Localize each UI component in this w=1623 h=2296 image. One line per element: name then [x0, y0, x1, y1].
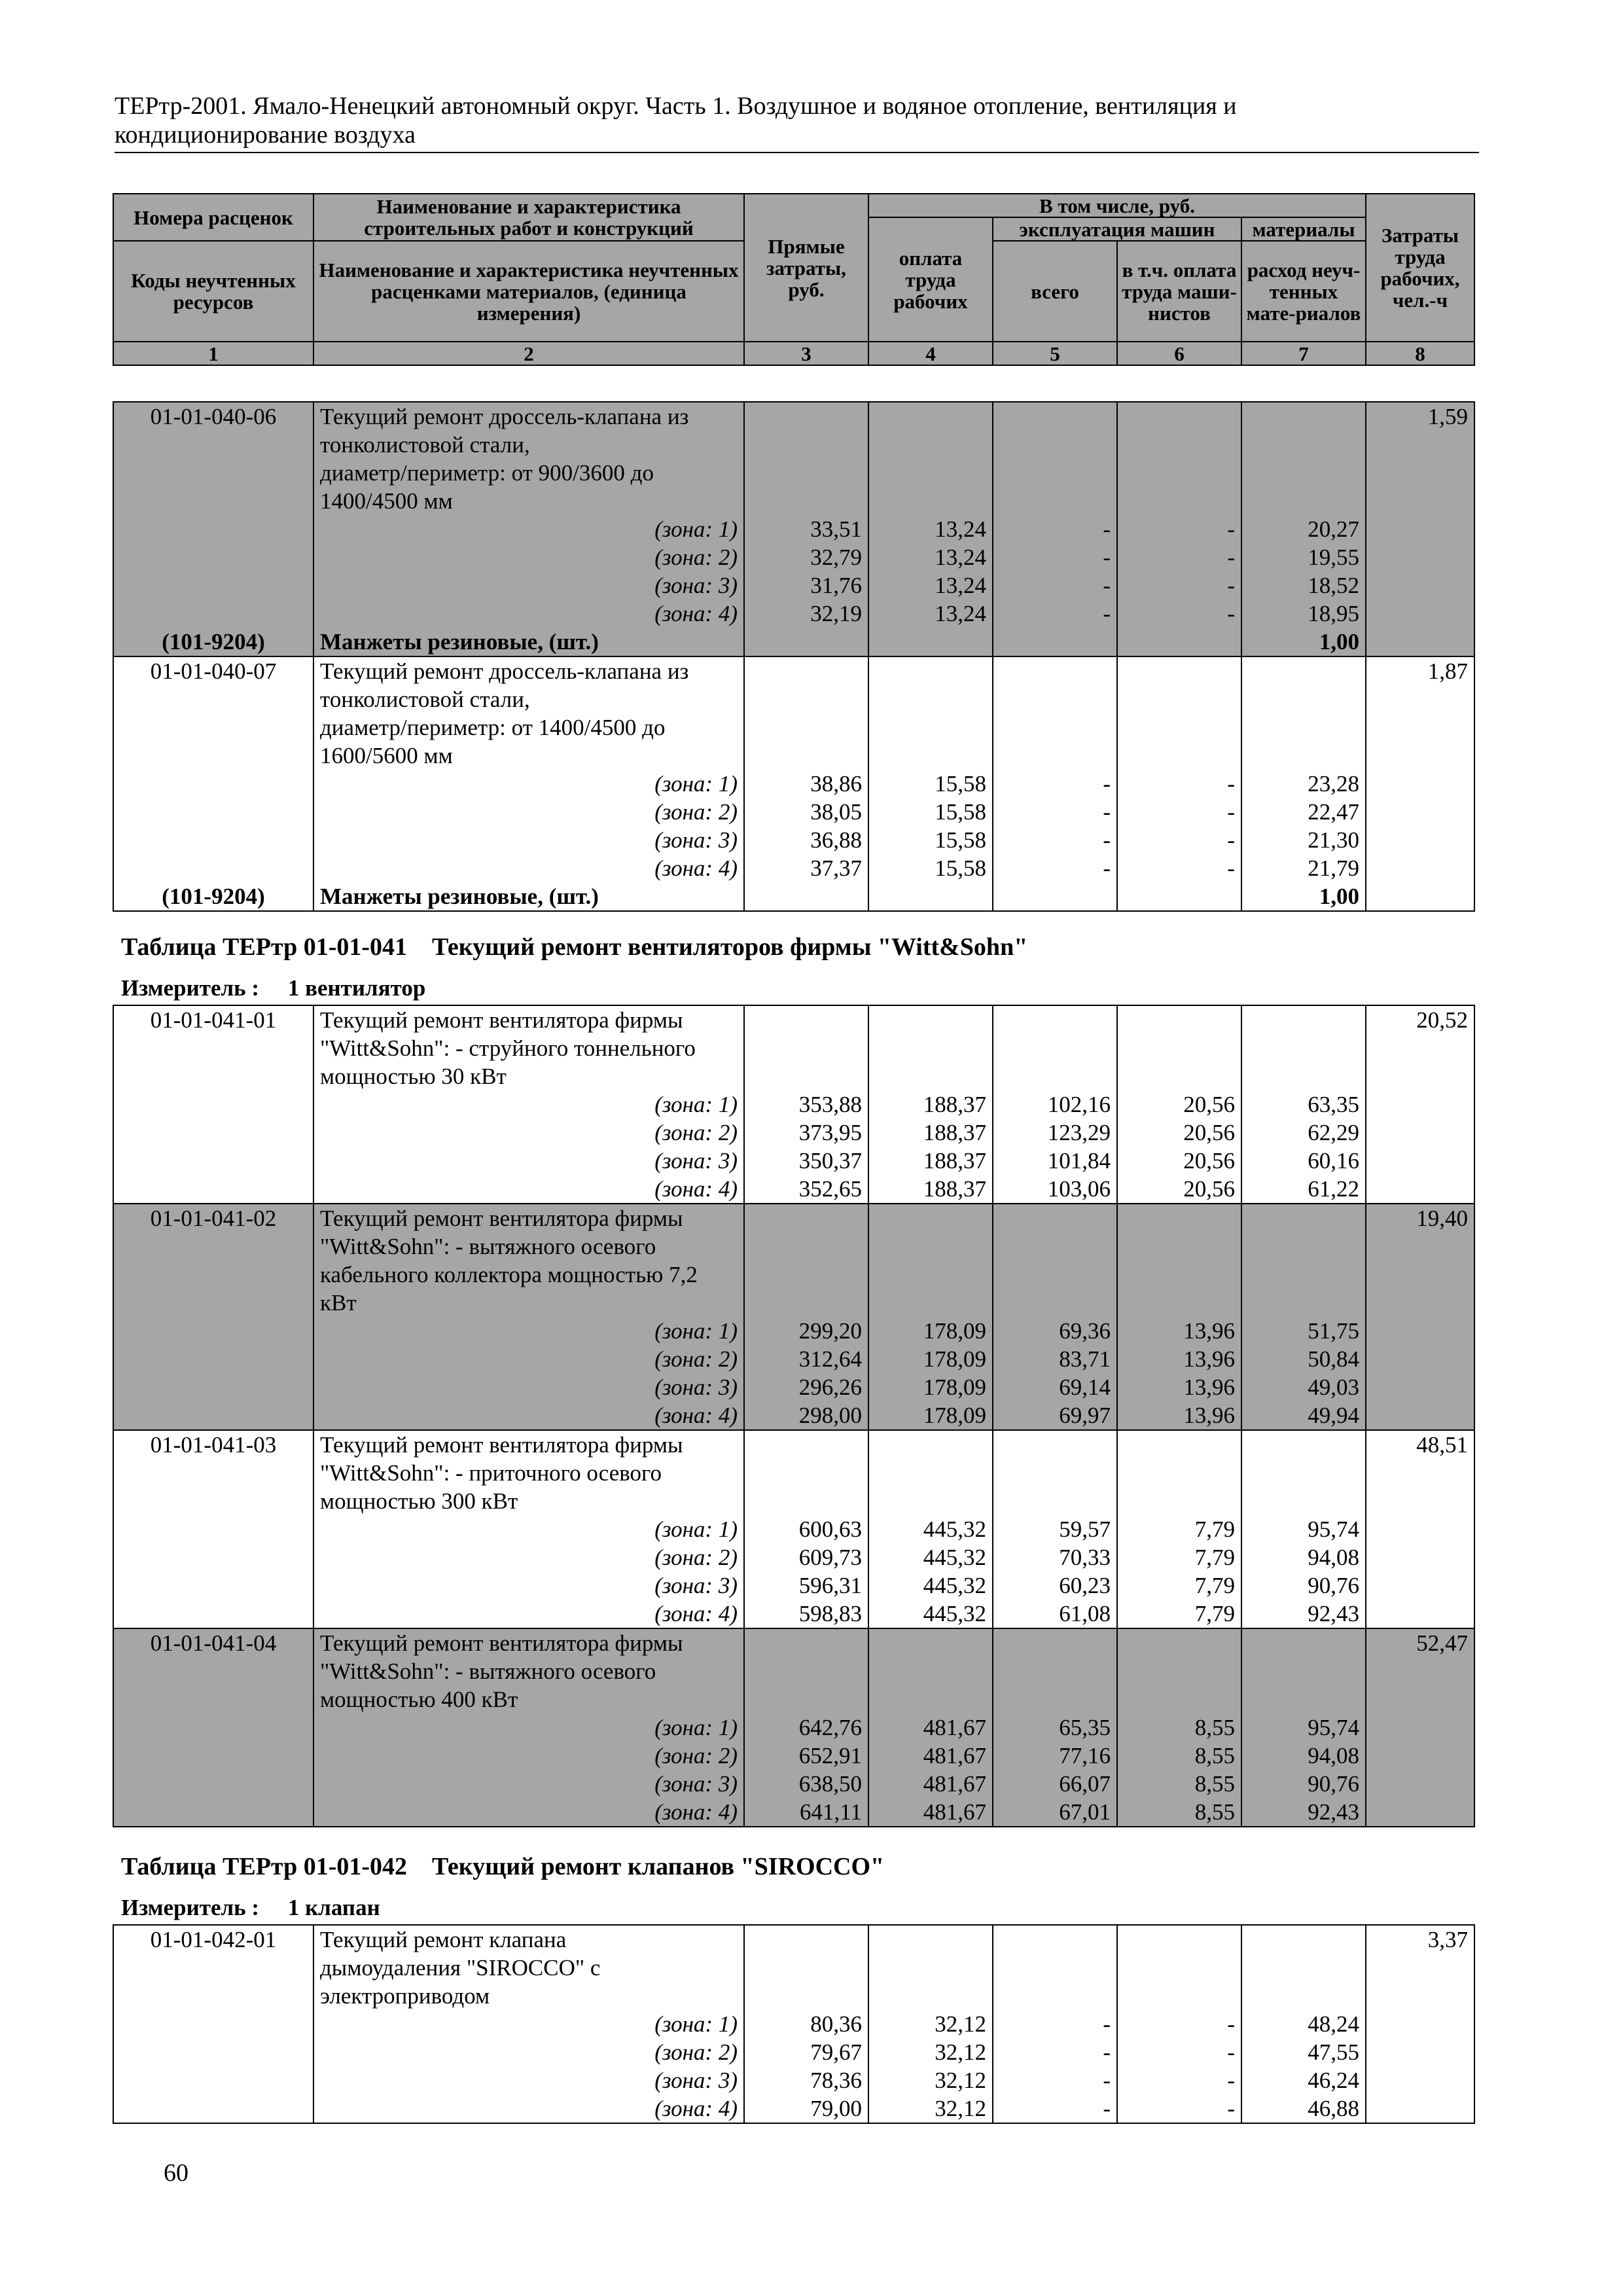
zone-row: (зона: 4) 598,83 445,32 61,08 7,79 92,43 — [113, 1600, 1474, 1628]
zone-row: (зона: 2) 312,64 178,09 83,71 13,96 50,84 — [113, 1345, 1474, 1373]
labor-cost: 52,47 — [1366, 1628, 1474, 1657]
zone-row: (зона: 1) 353,88 188,37 102,16 20,56 63,35 — [113, 1090, 1474, 1119]
resource-qty: 1,00 — [1241, 628, 1366, 656]
rates-table-040 — [113, 401, 1475, 912]
table-042-meter: Измеритель : 1 клапан — [121, 1895, 380, 1920]
column-number: 1 — [113, 342, 313, 365]
labor-cost: 19,40 — [1366, 1204, 1474, 1232]
column-number: 4 — [868, 342, 993, 365]
zone-row: (зона: 1) 600,63 445,32 59,57 7,79 95,74 — [113, 1515, 1474, 1543]
rate-code: 01-01-042-01 — [113, 1925, 313, 1954]
zone-row: (зона: 4) 32,19 13,24 - - 18,95 — [113, 600, 1474, 628]
zone-row: (зона: 2) 652,91 481,67 77,16 8,55 94,08 — [113, 1742, 1474, 1770]
zone-row: (зона: 1) 38,86 15,58 - - 23,28 — [113, 770, 1474, 798]
header-machines-total: всего — [993, 241, 1117, 342]
rate-description: тонколистовой стали, — [313, 685, 744, 713]
rate-description: тонколистовой стали, — [313, 431, 744, 459]
header-rates: Номера расценок — [113, 194, 313, 241]
resource-code: (101-9204) — [113, 628, 313, 656]
rate-description: Текущий ремонт вентилятора фирмы — [313, 1628, 744, 1657]
rate-description: Текущий ремонт дроссель-клапана из — [313, 402, 744, 431]
rate-description: 1400/4500 мм — [313, 487, 744, 515]
rate-description: электроприводом — [313, 1982, 744, 2010]
rate-code: 01-01-040-06 — [113, 402, 313, 431]
header-machines: эксплуатация машин — [993, 217, 1241, 241]
resource-row — [113, 628, 1474, 656]
resource-row — [113, 882, 1474, 911]
rate-description: кВт — [313, 1289, 744, 1317]
zone-row: (зона: 1) 80,36 32,12 - - 48,24 — [113, 2010, 1474, 2038]
resource-code: (101-9204) — [113, 882, 313, 911]
zone-row: (зона: 1) 642,76 481,67 65,35 8,55 95,74 — [113, 1713, 1474, 1742]
rate-description: мощностью 400 кВт — [313, 1685, 744, 1713]
column-number: 7 — [1241, 342, 1366, 365]
rates-table-041 — [113, 1005, 1475, 1827]
column-number: 8 — [1366, 342, 1474, 365]
zone-row: (зона: 2) 32,79 13,24 - - 19,55 — [113, 543, 1474, 571]
header-work-name: Наименование и характеристика строительных работ и конструкций — [313, 194, 744, 241]
rate-description: Текущий ремонт вентилятора фирмы — [313, 1430, 744, 1459]
table-041-title: Таблица ТЕРтр 01-01-041 Текущий ремонт вентиляторов фирмы "Witt&Sohn" — [121, 933, 1028, 961]
rate-description: кабельного коллектора мощностью 7,2 — [313, 1261, 744, 1289]
rate-code: 01-01-041-04 — [113, 1628, 313, 1657]
rate-block — [113, 1204, 1474, 1430]
zone-row: (зона: 4) 641,11 481,67 67,01 8,55 92,43 — [113, 1798, 1474, 1827]
document-title-line2: кондиционирование воздуха — [115, 121, 416, 149]
rate-block — [113, 1925, 1474, 2123]
zone-row: (зона: 4) 37,37 15,58 - - 21,79 — [113, 854, 1474, 882]
table-041-meter: Измеритель : 1 вентилятор — [121, 975, 426, 1001]
rate-description: Текущий ремонт вентилятора фирмы — [313, 1005, 744, 1034]
zone-row: (зона: 2) 373,95 188,37 123,29 20,56 62,29 — [113, 1119, 1474, 1147]
zone-row: (зона: 1) 299,20 178,09 69,36 13,96 51,75 — [113, 1317, 1474, 1345]
rate-block — [113, 1430, 1474, 1628]
rate-code: 01-01-041-03 — [113, 1430, 313, 1459]
labor-cost: 48,51 — [1366, 1430, 1474, 1459]
rate-description: диаметр/периметр: от 900/3600 до — [313, 459, 744, 487]
rate-description: "Witt&Sohn": - вытяжного осевого — [313, 1657, 744, 1685]
labor-cost: 3,37 — [1366, 1925, 1474, 1954]
header-machinist-wages: в т.ч. оплата труда маши-нистов — [1117, 241, 1241, 342]
rate-description: диаметр/периметр: от 1400/4500 до — [313, 713, 744, 742]
column-number: 2 — [313, 342, 744, 365]
column-number: 3 — [744, 342, 868, 365]
rate-block — [113, 1005, 1474, 1204]
column-number: 6 — [1117, 342, 1241, 365]
rate-description: Текущий ремонт вентилятора фирмы — [313, 1204, 744, 1232]
zone-row: (зона: 4) 79,00 32,12 - - 46,88 — [113, 2094, 1474, 2123]
rate-code: 01-01-041-02 — [113, 1204, 313, 1232]
zone-row: (зона: 3) 596,31 445,32 60,23 7,79 90,76 — [113, 1571, 1474, 1600]
zone-row: (зона: 2) 609,73 445,32 70,33 7,79 94,08 — [113, 1543, 1474, 1571]
rate-description: 1600/5600 мм — [313, 742, 744, 770]
column-header-table — [113, 193, 1475, 366]
header-rule — [115, 152, 1479, 153]
table-042-title: Таблица ТЕРтр 01-01-042 Текущий ремонт клапанов "SIROCCO" — [121, 1853, 885, 1880]
column-number: 5 — [993, 342, 1117, 365]
header-resource-codes: Коды неучтенных ресурсов — [113, 241, 313, 342]
header-wages: оплата труда рабочих — [868, 217, 993, 342]
rate-code: 01-01-041-01 — [113, 1005, 313, 1034]
labor-cost: 1,59 — [1366, 402, 1474, 431]
zone-row: (зона: 2) 38,05 15,58 - - 22,47 — [113, 798, 1474, 826]
rate-description: мощностью 300 кВт — [313, 1487, 744, 1515]
zone-row: (зона: 3) 638,50 481,67 66,07 8,55 90,76 — [113, 1770, 1474, 1798]
rate-code: 01-01-040-07 — [113, 656, 313, 685]
resource-name: Манжеты резиновые, (шт.) — [313, 628, 744, 656]
rate-description: мощностью 30 кВт — [313, 1062, 744, 1090]
header-materials: материалы — [1241, 217, 1366, 241]
zone-row: (зона: 2) 79,67 32,12 - - 47,55 — [113, 2038, 1474, 2066]
zone-row: (зона: 3) 350,37 188,37 101,84 20,56 60,16 — [113, 1147, 1474, 1175]
resource-qty: 1,00 — [1241, 882, 1366, 911]
rate-block — [113, 656, 1474, 911]
labor-cost: 1,87 — [1366, 656, 1474, 685]
rate-description: "Witt&Sohn": - приточного осевого — [313, 1459, 744, 1487]
resource-name: Манжеты резиновые, (шт.) — [313, 882, 744, 911]
header-including: В том числе, руб. — [868, 194, 1366, 217]
header-labor: Затраты труда рабочих, чел.-ч — [1366, 194, 1474, 342]
zone-row: (зона: 3) 296,26 178,09 69,14 13,96 49,03 — [113, 1373, 1474, 1401]
rate-description: "Witt&Sohn": - вытяжного осевого — [313, 1232, 744, 1261]
zone-row: (зона: 3) 31,76 13,24 - - 18,52 — [113, 571, 1474, 600]
document-title-line1: ТЕРтр-2001. Ямало-Ненецкий автономный округ. Часть 1. Воздушное и водяное отопление, вентиляция и — [115, 92, 1237, 120]
header-unaccounted-materials: расход неуч-тенных мате-риалов — [1241, 241, 1366, 342]
rate-block — [113, 402, 1474, 656]
page-header — [115, 92, 1479, 153]
zone-row: (зона: 4) 298,00 178,09 69,97 13,96 49,94 — [113, 1401, 1474, 1430]
rate-description: дымоудаления "SIROCCO" с — [313, 1954, 744, 1982]
rate-description: "Witt&Sohn": - струйного тоннельного — [313, 1034, 744, 1062]
labor-cost: 20,52 — [1366, 1005, 1474, 1034]
rate-block — [113, 1628, 1474, 1827]
page-number: 60 — [164, 2159, 188, 2187]
zone-row: (зона: 3) 78,36 32,12 - - 46,24 — [113, 2066, 1474, 2094]
header-resource-names: Наименование и характеристика неучтенных расценками материалов, (единица измерения) — [313, 241, 744, 342]
rate-description: Текущий ремонт клапана — [313, 1925, 744, 1954]
rates-table-042 — [113, 1924, 1475, 2124]
zone-row: (зона: 3) 36,88 15,58 - - 21,30 — [113, 826, 1474, 854]
header-direct-costs: Прямые затраты, руб. — [744, 194, 868, 342]
rate-description: Текущий ремонт дроссель-клапана из — [313, 656, 744, 685]
zone-row: (зона: 4) 352,65 188,37 103,06 20,56 61,22 — [113, 1175, 1474, 1204]
zone-row: (зона: 1) 33,51 13,24 - - 20,27 — [113, 515, 1474, 543]
